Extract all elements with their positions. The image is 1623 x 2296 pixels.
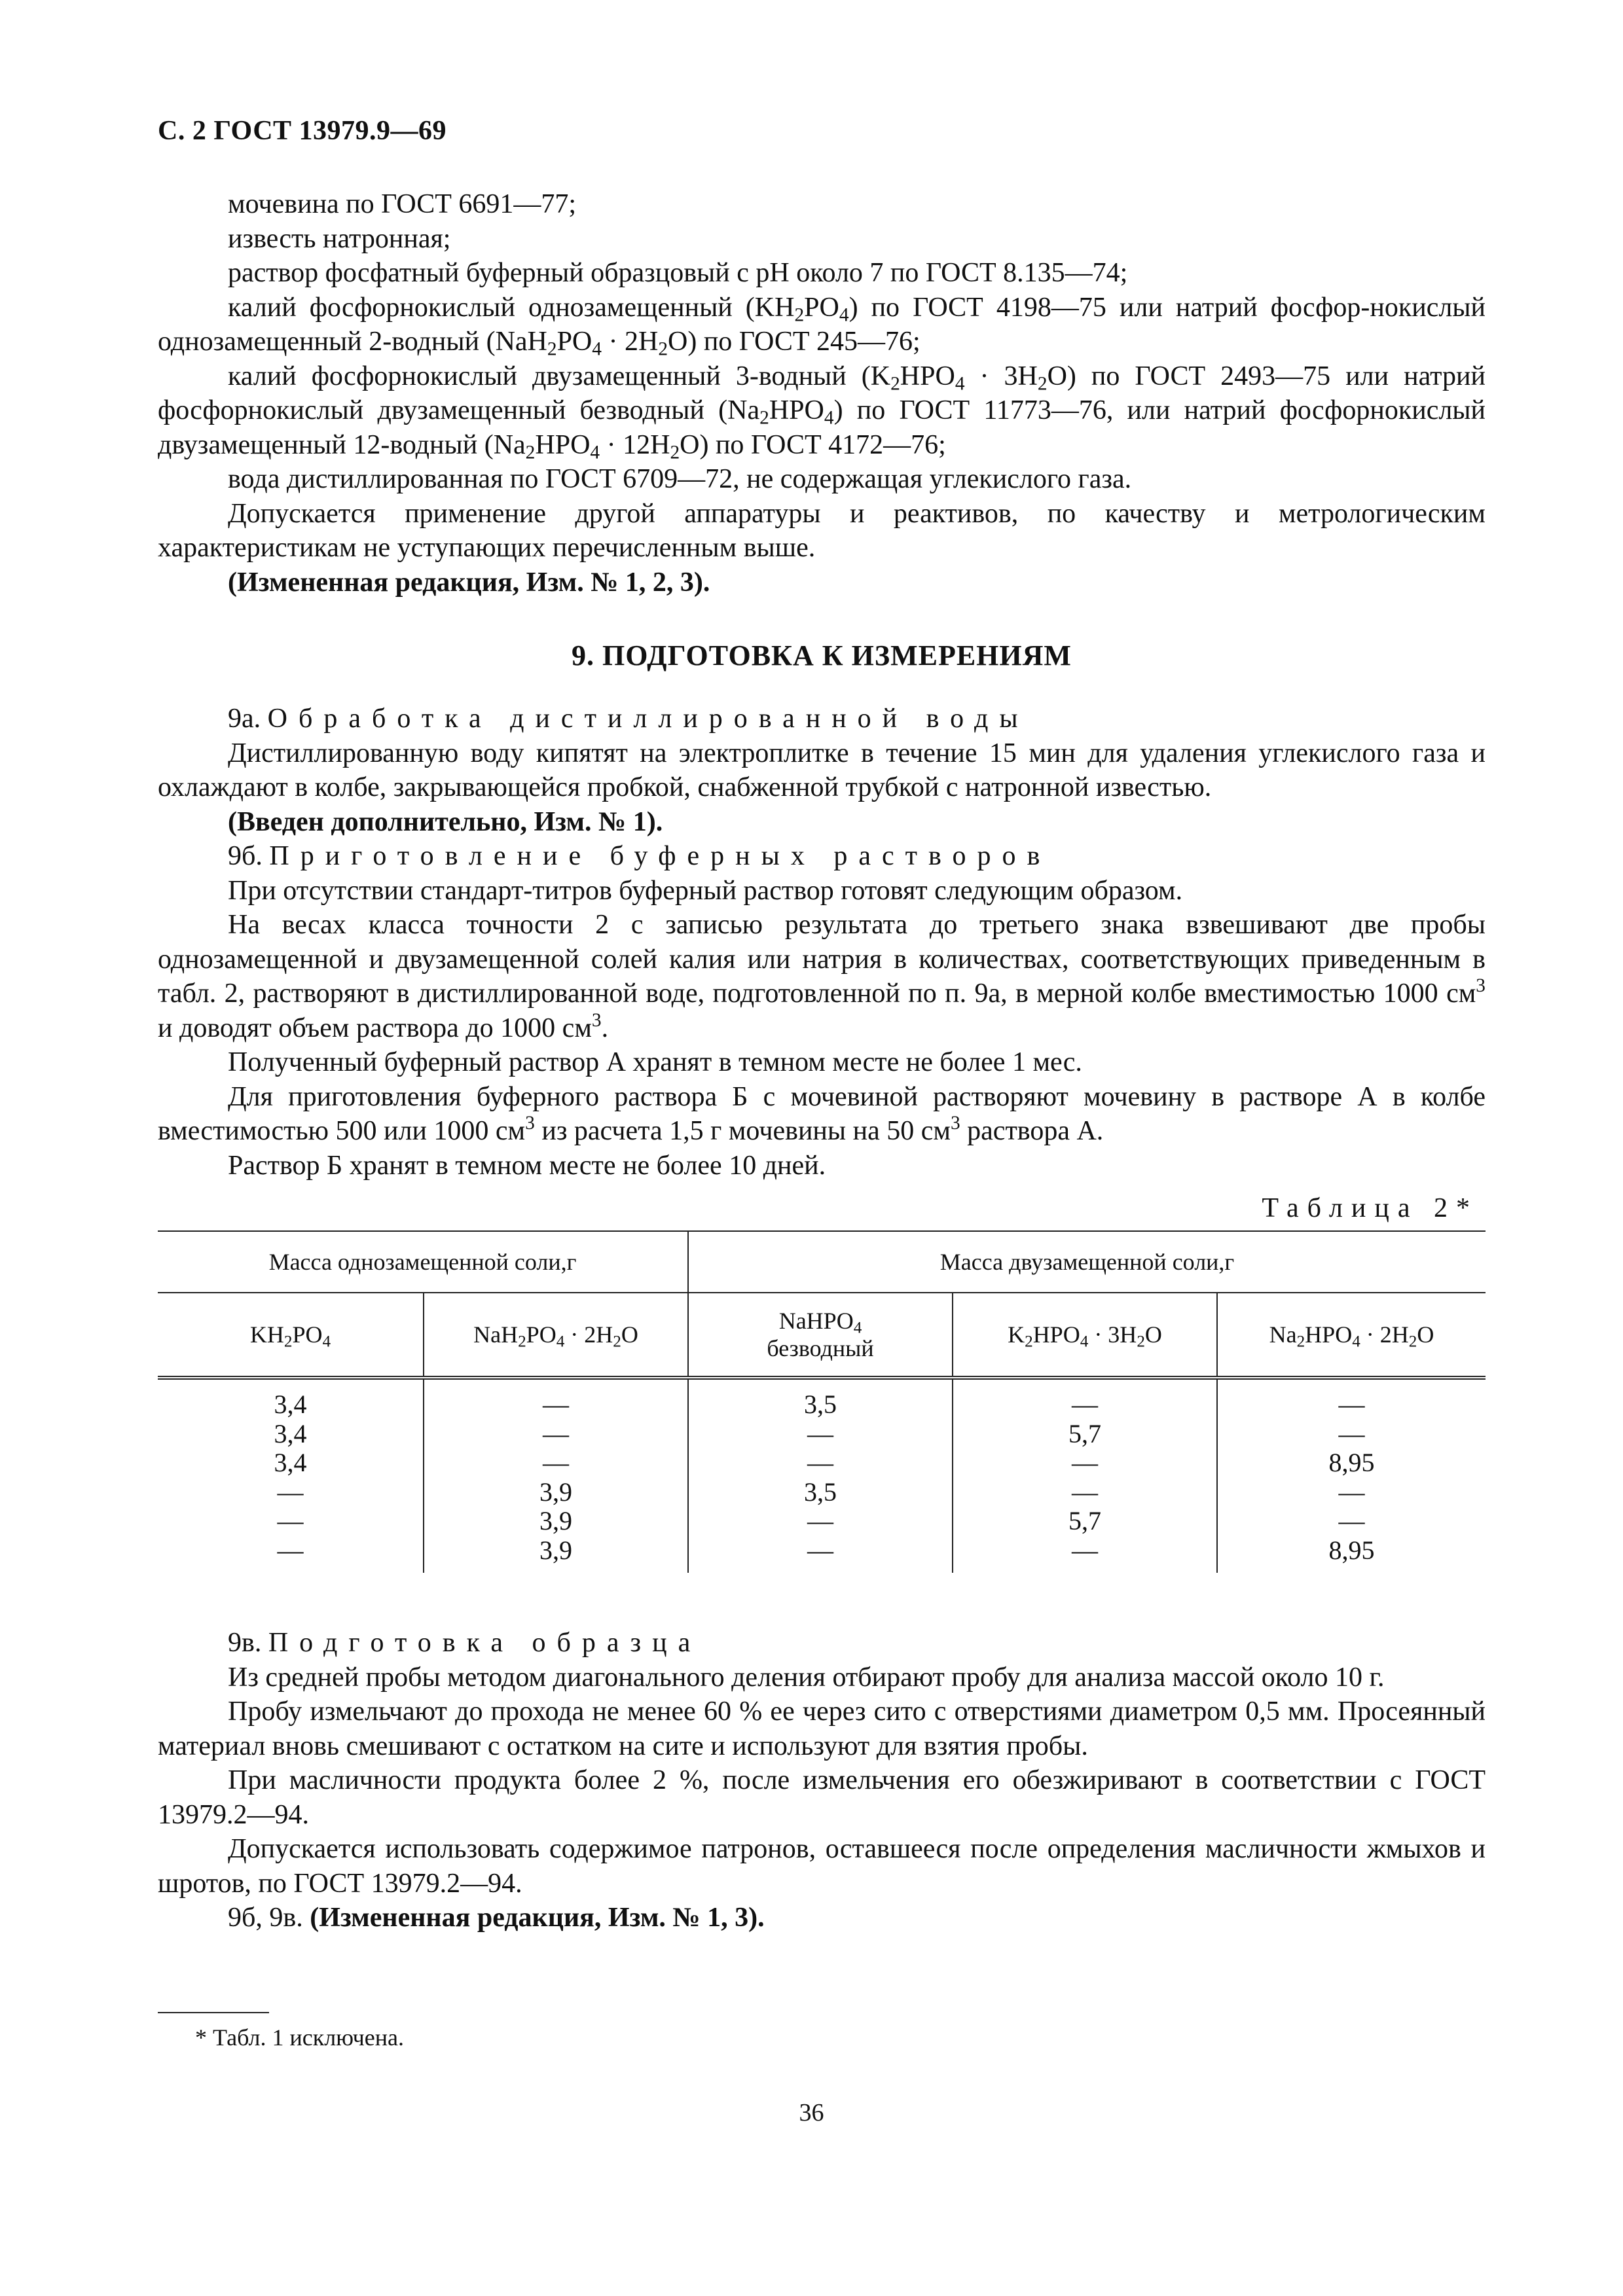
s9v-heading: 9в. Подготовка образца [228,1628,702,1658]
table-row [158,1536,1486,1573]
header-monosubstituted: Масса однозамещенной соли,г [158,1231,688,1293]
table-cell: 5,7 [953,1420,1217,1449]
footnote-divider [158,2012,269,2013]
s9b-p1: При отсутствии стандарт-титров буферный раствор готовят следующим образом. [228,875,1183,906]
table-cell: — [953,1478,1217,1507]
table-cell: — [1217,1478,1486,1507]
section-9v [158,1626,1486,1935]
table-cell: 3,9 [424,1507,688,1536]
s9b-p2: На весах класса точности 2 с записью результата до третьего знака взвешивают две пробы однозамещенной и двузамещенной солей калия или натрия в количествах, соответствующих приведенным в табл. 2, растворяют в дистиллированной воде, подготовленной по п. 9а, в мерной колбе вместимостью 1000 $см^3$ и доводят объем раствора до 1000 $см^3$. [158,910,1486,1043]
s9a-heading: 9а. Обработка дистиллированной воды [228,704,1029,734]
section-9a-9b [158,702,1486,1183]
s9b-p3: Полученный буферный раствор А хранят в темном месте не более 1 мес. [228,1047,1082,1077]
table-cell: — [277,1535,304,1565]
table-cell: — [424,1420,688,1449]
s9a-text: Дистиллированную воду кипятят на электроплитке в течение 15 мин для удаления углекислого газа и охлаждают в колбе, закрывающейся пробкой, снабженной трубкой с натронной известью. [158,738,1486,802]
reagents-block [158,187,1486,600]
reagent-k2hpo4: калий фосфорнокислый двузамещенный 3-водный $(K_2HPO_4 \cdot 3H_2O)$ по ГОСТ 2493—75 или натрий фосфорнокислый двузамещенный безводный $(Na_2HPO_4)$ по ГОСТ 11773—76, или натрий фосфорнокислый двузамещенный 12-водный $(Na_2HPO_4 \cdot 12H_2O)$ по ГОСТ 4172—76; [158,361,1486,463]
page-number: 36 [799,2099,824,2126]
table-cell: 3,5 [688,1378,953,1420]
table-cell: 5,7 [953,1507,1217,1536]
reagent-buffer-ph7: раствор фосфатный буферный образцовый с pH около 7 по ГОСТ 8.135—74; [228,258,1128,288]
s9a-title: Обработка дистиллированной воды [267,704,1029,734]
reagent-urea: мочевина по ГОСТ 6691—77; [228,189,577,219]
table-cell: — [1217,1507,1486,1536]
s9v-p3: При масличности продукта более 2 %, после измельчения его обезжиривают в соответствии с ГОСТ 13979.2—94. [158,1765,1486,1830]
reagent-soda-lime: известь натронная; [228,223,451,254]
table-cell: — [1217,1378,1486,1420]
reagent-kh2po4: калий фосфорнокислый однозамещенный $(KH_2PO_4)$ по ГОСТ 4198—75 или натрий фосфор-нокислый однозамещенный 2-водный $(NaH_2PO_4 \cdot 2H_2O)$ по ГОСТ 245—76; [158,292,1486,360]
table-cell: — [688,1507,953,1536]
table-cell: 3,9 [424,1478,688,1507]
table-cell: 3,5 [688,1478,953,1507]
table-row [158,1420,1486,1449]
col-nahpo4: NaHPO$_4$ безводный [688,1293,953,1378]
col-kh2po4: $KH_2PO_4$ [158,1293,424,1378]
s9v-title: Подготовка образца [268,1628,702,1658]
s9a-note: (Введен дополнительно, Изм. № 1). [228,806,663,837]
s9v-p2: Пробу измельчают до прохода не менее 60 % ее через сито с отверстиями диаметром 0,5 мм. Просеянный материал вновь смешивают с остатком на сите и используют для взятия пробы. [158,1696,1486,1761]
section-title: 9. ПОДГОТОВКА К ИЗМЕРЕНИЯМ [572,639,1072,672]
table-cell: 8,95 [1217,1536,1486,1573]
table-cell: 3,4 [274,1418,307,1448]
header-disubstituted: Масса двузамещенной соли,г [688,1231,1486,1293]
s9b-heading: 9б. Приготовление буферных растворов [228,841,1051,871]
table-cell: 3,4 [274,1390,307,1419]
table-cell: — [688,1448,953,1478]
table-row [158,1478,1486,1507]
table-row [158,1507,1486,1536]
table-cell: — [688,1536,953,1573]
s9b-p4: Для приготовления буферного раствора Б с мочевиной растворяют мочевину в растворе А в колбе вместимостью 500 или 1000 $см^3$ из расчета 1,5 г мочевины на 50 $см^3$ раствора А. [158,1081,1486,1146]
table-cell: — [688,1420,953,1449]
s9b-title: Приготовление буферных растворов [269,841,1051,871]
table-cell: — [953,1448,1217,1478]
col-nah2po4: $NaH_2PO_4 \cdot 2H_2O$ [424,1293,688,1378]
s9v-p1: Из средней пробы методом диагонального деления отбирают пробу для анализа массой около 10 г. [228,1662,1385,1693]
table-row [158,1448,1486,1478]
table-cell: — [277,1477,304,1507]
amended-note: (Измененная редакция, Изм. № 1, 2, 3). [228,567,710,598]
buffer-salt-table [158,1230,1486,1573]
table-cell: — [424,1448,688,1478]
table-cell: 3,9 [424,1536,688,1573]
s9v-p4: Допускается использовать содержимое патронов, оставшееся после определения масличности жмыхов и шротов, по ГОСТ 13979.2—94. [158,1834,1486,1899]
table-cell: — [277,1506,304,1535]
col-na2hpo4: $Na_2HPO_4 \cdot 2H_2O$ [1217,1293,1486,1378]
table-cell: — [1217,1420,1486,1449]
allowed-note: Допускается применение другой аппаратуры и реактивов, по качеству и метрологическим характеристикам не уступающих перечисленным выше. [158,498,1486,563]
table-cell: — [424,1378,688,1420]
s9v-p5: 9б, 9в. (Измененная редакция, Изм. № 1, 3). [228,1903,765,1933]
table-cell: 8,95 [1217,1448,1486,1478]
table-cell: 3,4 [274,1448,307,1477]
table-caption: Таблица 2* [1262,1193,1478,1223]
page-header: С. 2 ГОСТ 13979.9—69 [158,116,447,146]
footnote: * Табл. 1 исключена. [195,2024,405,2051]
table-cell: — [953,1536,1217,1573]
col-k2hpo4: $K_2HPO_4 \cdot 3H_2O$ [953,1293,1217,1378]
table-cell: — [953,1378,1217,1420]
s9b-p5: Раствор Б хранят в темном месте не более 10 дней. [228,1150,826,1181]
table-row [158,1378,1486,1420]
reagent-water: вода дистиллированная по ГОСТ 6709—72, не содержащая углекислого газа. [228,464,1132,494]
